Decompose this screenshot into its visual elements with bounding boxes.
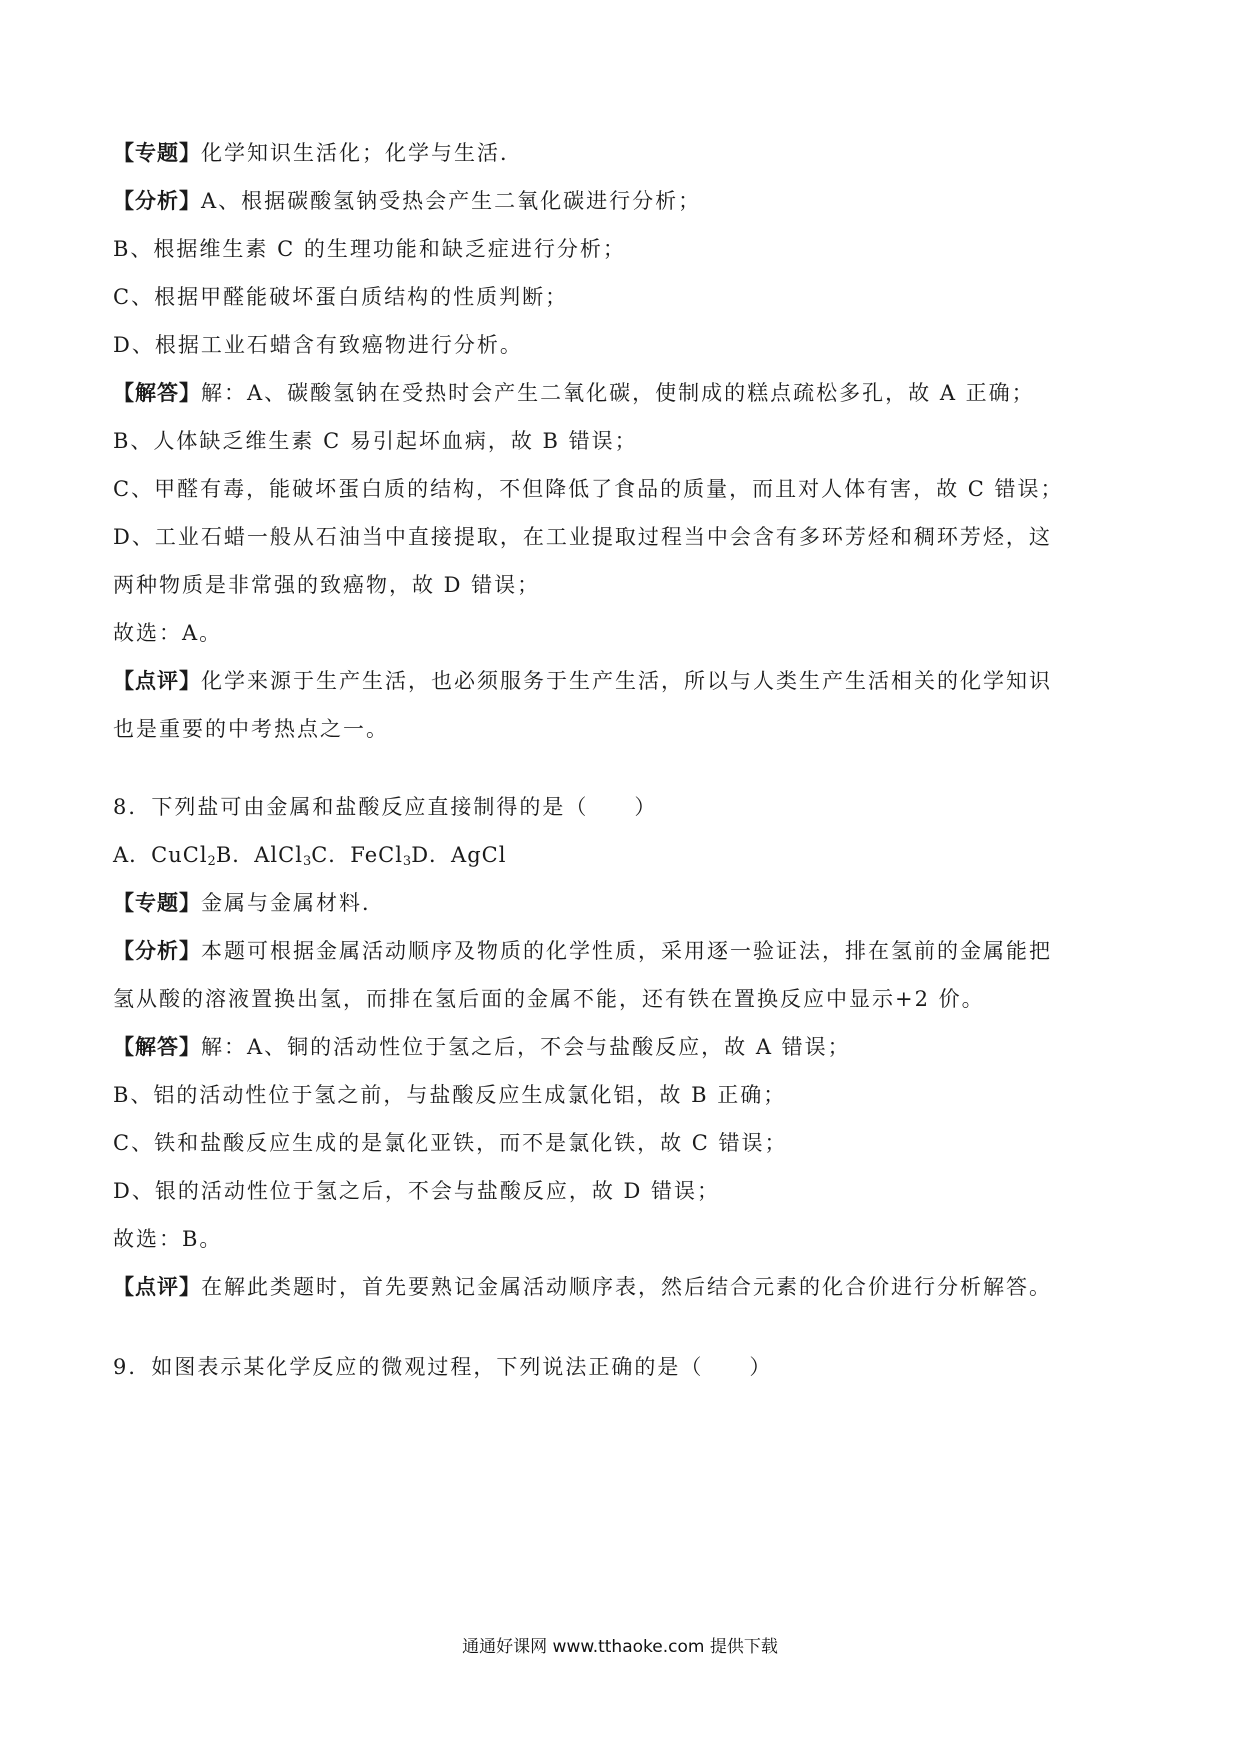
option-b: B．AlCl$_3$ bbox=[215, 843, 312, 869]
q8-comment-text: 在解此类题时，首先要熟记金属活动顺序表，然后结合元素的化合价进行分析解答。 bbox=[201, 1275, 1052, 1299]
option-a: A．CuCl$_2$ bbox=[113, 843, 216, 869]
comment-text: 化学来源于生产生活，也必须服务于生产生活，所以与人类生产生活相关的化学知识 bbox=[201, 669, 1052, 693]
q8-answer-line-b: B、铝的活动性位于氢之前，与盐酸反应生成氯化铝，故 B 正确； bbox=[113, 1083, 787, 1107]
q8-comment-tag: 【点评】 bbox=[113, 1274, 201, 1299]
q8-answer-tag: 【解答】 bbox=[113, 1034, 201, 1059]
q8-analysis-line bbox=[113, 936, 1133, 966]
answer-line-d-cont: 两种物质是非常强的致癌物，故 D 错误； bbox=[113, 573, 541, 597]
answer-line-b: B、人体缺乏维生素 C 易引起坏血病，故 B 错误； bbox=[113, 429, 638, 453]
q8-topic-line bbox=[113, 888, 1133, 918]
q8-choice-line: 故选：B。 bbox=[113, 1227, 223, 1251]
q8-comment-line bbox=[113, 1272, 1133, 1302]
q8-answer-line-d: D、银的活动性位于氢之后，不会与盐酸反应，故 D 错误； bbox=[113, 1179, 721, 1203]
q8-analysis-text: 本题可根据金属活动顺序及物质的化学性质，采用逐一验证法，排在氢前的金属能把 bbox=[201, 939, 1052, 963]
answer-line bbox=[113, 378, 1133, 408]
topic-text: 化学知识生活化；化学与生活． bbox=[201, 141, 523, 165]
question-8-stem: 8．下列盐可由金属和盐酸反应直接制得的是（ ） bbox=[113, 795, 658, 819]
answer-tag: 【解答】 bbox=[113, 380, 201, 405]
q8-analysis-line-cont: 氢从酸的溶液置换出氢，而排在氢后面的金属不能，还有铁在置换反应中显示+2 价。 bbox=[113, 987, 985, 1011]
comment-line bbox=[113, 666, 1133, 696]
comment-line-cont: 也是重要的中考热点之一。 bbox=[113, 717, 389, 741]
answer-line-d: D、工业石蜡一般从石油当中直接提取，在工业提取过程当中会含有多环芳烃和稠环芳烃，这 bbox=[113, 525, 1052, 549]
page-footer: 通通好课网 www.tthaoke.com 提供下载 bbox=[462, 1637, 778, 1657]
analysis-tag: 【分析】 bbox=[113, 188, 201, 213]
comment-tag: 【点评】 bbox=[113, 668, 201, 693]
option-d: D．AgCl bbox=[411, 843, 507, 867]
q8-answer-line bbox=[113, 1032, 1133, 1062]
answer-text: 解：A、碳酸氢钠在受热时会产生二氧化碳，使制成的糕点疏松多孔，故 A 正确； bbox=[201, 381, 1035, 405]
option-c: C．FeCl$_3$ bbox=[311, 843, 412, 869]
answer-line-c: C、甲醛有毒，能破坏蛋白质的结构，不但降低了食品的质量，而且对人体有害，故 C 错误； bbox=[113, 477, 1064, 501]
topic-line bbox=[113, 138, 1133, 168]
analysis-line bbox=[113, 186, 1133, 216]
q8-topic-text: 金属与金属材料． bbox=[201, 891, 385, 915]
analysis-line-b: B、根据维生素 C 的生理功能和缺乏症进行分析； bbox=[113, 237, 626, 261]
question-9-stem: 9．如图表示某化学反应的微观过程，下列说法正确的是（ ） bbox=[113, 1355, 773, 1379]
q8-topic-tag: 【专题】 bbox=[113, 890, 201, 915]
choice-line: 故选：A。 bbox=[113, 621, 223, 645]
q8-answer-line-c: C、铁和盐酸反应生成的是氯化亚铁，而不是氯化铁，故 C 错误； bbox=[113, 1131, 788, 1155]
question-8-options bbox=[113, 840, 1133, 877]
analysis-line-c: C、根据甲醛能破坏蛋白质结构的性质判断； bbox=[113, 285, 569, 309]
q8-analysis-tag: 【分析】 bbox=[113, 938, 201, 963]
topic-tag: 【专题】 bbox=[113, 140, 201, 165]
analysis-line-d: D、根据工业石蜡含有致癌物进行分析。 bbox=[113, 333, 523, 357]
analysis-text: A、根据碳酸氢钠受热会产生二氧化碳进行分析； bbox=[201, 189, 702, 213]
q8-answer-text: 解：A、铜的活动性位于氢之后，不会与盐酸反应，故 A 错误； bbox=[201, 1035, 851, 1059]
